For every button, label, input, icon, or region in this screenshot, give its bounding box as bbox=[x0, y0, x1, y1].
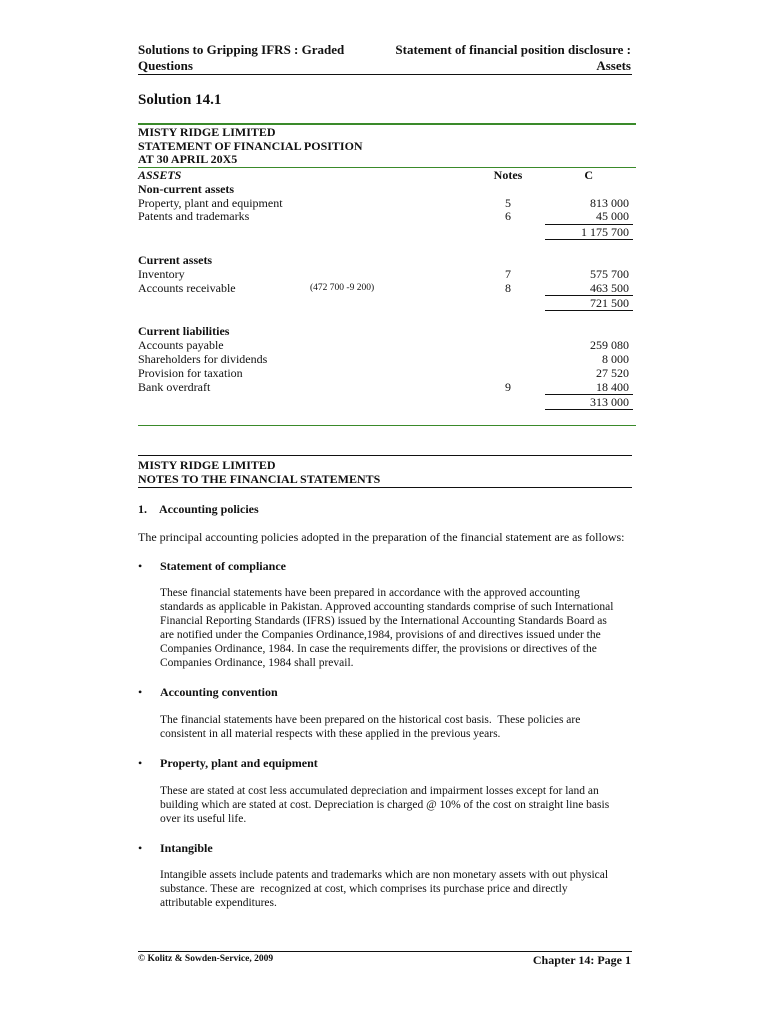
current-liabilities-title: Current liabilities bbox=[138, 324, 230, 338]
policy-title: Property, plant and equipment bbox=[160, 756, 318, 770]
header-right-line2: Assets bbox=[596, 58, 631, 73]
text-line: These are stated at cost less accumulated depreciation and impairment losses except for land an bbox=[160, 785, 599, 797]
text-line: Intangible assets include patents and trademarks which are non monetary assets with out physical bbox=[160, 869, 609, 881]
bullet-icon: • bbox=[138, 559, 143, 573]
policy-text bbox=[160, 784, 633, 826]
row-note: 7 bbox=[505, 267, 511, 281]
total-rule bbox=[545, 239, 633, 240]
assets-label: ASSETS bbox=[138, 168, 182, 182]
row-note: 9 bbox=[505, 380, 511, 394]
notes-title: NOTES TO THE FINANCIAL STATEMENTS bbox=[138, 472, 381, 486]
table-row bbox=[138, 366, 633, 380]
table-row bbox=[138, 209, 633, 223]
row-note: 8 bbox=[505, 281, 511, 295]
text-line: substance. These are recognized at cost, which comprises its purchase price and directly bbox=[160, 883, 568, 895]
current-liabilities-total: 313 000 bbox=[590, 395, 629, 409]
statement-company: MISTY RIDGE LIMITED bbox=[138, 125, 276, 139]
bullet-icon: • bbox=[138, 756, 143, 770]
total-rule bbox=[545, 409, 633, 410]
bullet-icon: • bbox=[138, 685, 143, 699]
row-label: Accounts receivable bbox=[138, 281, 236, 295]
row-note: 6 bbox=[505, 209, 511, 223]
statement-title: STATEMENT OF FINANCIAL POSITION bbox=[138, 138, 363, 153]
statement-heading bbox=[138, 126, 363, 167]
accounting-policies-heading: 1. Accounting policies bbox=[138, 502, 259, 516]
header-right-line1: Statement of financial position disclosure : bbox=[395, 42, 631, 57]
statement-column-headers bbox=[138, 168, 633, 182]
row-note: 5 bbox=[505, 196, 511, 210]
total-rule bbox=[545, 310, 633, 311]
notes-heading-rule bbox=[138, 487, 632, 488]
row-label: Inventory bbox=[138, 267, 185, 281]
header-rule bbox=[138, 74, 632, 75]
text-line: Financial Reporting Standards (IFRS) issued by the International Accounting Standards Board as bbox=[160, 615, 607, 627]
text-line: Companies Ordinance, 1984 shall prevail. bbox=[160, 657, 354, 669]
notes-top-rule bbox=[138, 455, 632, 456]
solution-title: Solution 14.1 bbox=[138, 92, 222, 108]
policy-text bbox=[160, 868, 633, 910]
row-amount: 27 520 bbox=[596, 366, 629, 380]
policy-title: Intangible bbox=[160, 841, 213, 855]
row-amount: 259 080 bbox=[590, 338, 629, 352]
table-row bbox=[138, 352, 633, 366]
row-amount: 813 000 bbox=[590, 196, 629, 210]
policy-text bbox=[160, 713, 630, 741]
text-line: standards as applicable in Pakistan. Approved accounting standards comprise of such International bbox=[160, 601, 614, 613]
table-row bbox=[138, 267, 633, 281]
notes-column-header: Notes bbox=[493, 168, 523, 182]
non-current-total-row bbox=[138, 225, 633, 239]
row-amount: 8 000 bbox=[602, 352, 629, 366]
policy-text bbox=[160, 586, 633, 670]
footer-page-number: Chapter 14: Page 1 bbox=[532, 953, 631, 967]
currency-column-header: C bbox=[584, 168, 593, 182]
text-line: building which are stated at cost. Depreciation is charged @ 10% of the cost on straight line basis bbox=[160, 799, 610, 811]
row-label: Shareholders for dividends bbox=[138, 352, 268, 366]
table-row bbox=[138, 338, 633, 352]
current-assets-total-row bbox=[138, 296, 633, 310]
table-row bbox=[138, 380, 633, 394]
text-line: The financial statements have been prepared on the historical cost basis. These policies are bbox=[160, 714, 581, 726]
row-amount: 575 700 bbox=[590, 267, 629, 281]
non-current-total: 1 175 700 bbox=[581, 225, 629, 239]
text-line: consistent in all material respects with these applied in the previous years. bbox=[160, 728, 501, 740]
non-current-assets-title: Non-current assets bbox=[138, 182, 235, 196]
row-amount: 463 500 bbox=[590, 281, 629, 295]
policies-intro: The principal accounting policies adopted in the preparation of the financial statement are as follows: bbox=[138, 530, 625, 544]
text-line: are notified under the Companies Ordinance,1984, provisions of and directives issued under the bbox=[160, 629, 601, 641]
row-label: Property, plant and equipment bbox=[138, 196, 283, 210]
row-amount: 45 000 bbox=[596, 209, 629, 223]
policy-title: Statement of compliance bbox=[160, 559, 286, 573]
row-calculation: (472 700 -9 200) bbox=[310, 283, 375, 293]
text-line: over its useful life. bbox=[160, 813, 247, 825]
row-label: Accounts payable bbox=[138, 338, 224, 352]
header-left-title: Solutions to Gripping IFRS : Graded Questions bbox=[138, 42, 345, 73]
bullet-icon: • bbox=[138, 841, 143, 855]
text-line: These financial statements have been prepared in accordance with the approved accounting bbox=[160, 587, 580, 599]
current-assets-total: 721 500 bbox=[590, 296, 629, 310]
statement-date: AT 30 APRIL 20X5 bbox=[138, 152, 238, 166]
row-label: Bank overdraft bbox=[138, 380, 211, 394]
text-line: attributable expenditures. bbox=[160, 897, 277, 909]
header-right-title bbox=[385, 42, 631, 74]
notes-company: MISTY RIDGE LIMITED bbox=[138, 458, 276, 472]
footer-copyright: © Kolitz & Sowden-Service, 2009 bbox=[138, 954, 274, 964]
row-amount: 18 400 bbox=[596, 380, 629, 394]
notes-heading bbox=[138, 458, 380, 486]
table-row bbox=[138, 281, 633, 295]
text-line: Companies Ordinance, 1984. In case the requirements differ, the provisions or directives of the bbox=[160, 643, 597, 655]
current-liabilities-total-row bbox=[138, 395, 633, 409]
current-assets-title: Current assets bbox=[138, 253, 213, 267]
row-label: Patents and trademarks bbox=[138, 209, 250, 223]
footer-rule bbox=[138, 951, 632, 952]
row-label: Provision for taxation bbox=[138, 366, 243, 380]
table-row bbox=[138, 196, 633, 210]
policy-title: Accounting convention bbox=[160, 685, 278, 699]
statement-bottom-rule bbox=[138, 425, 636, 426]
